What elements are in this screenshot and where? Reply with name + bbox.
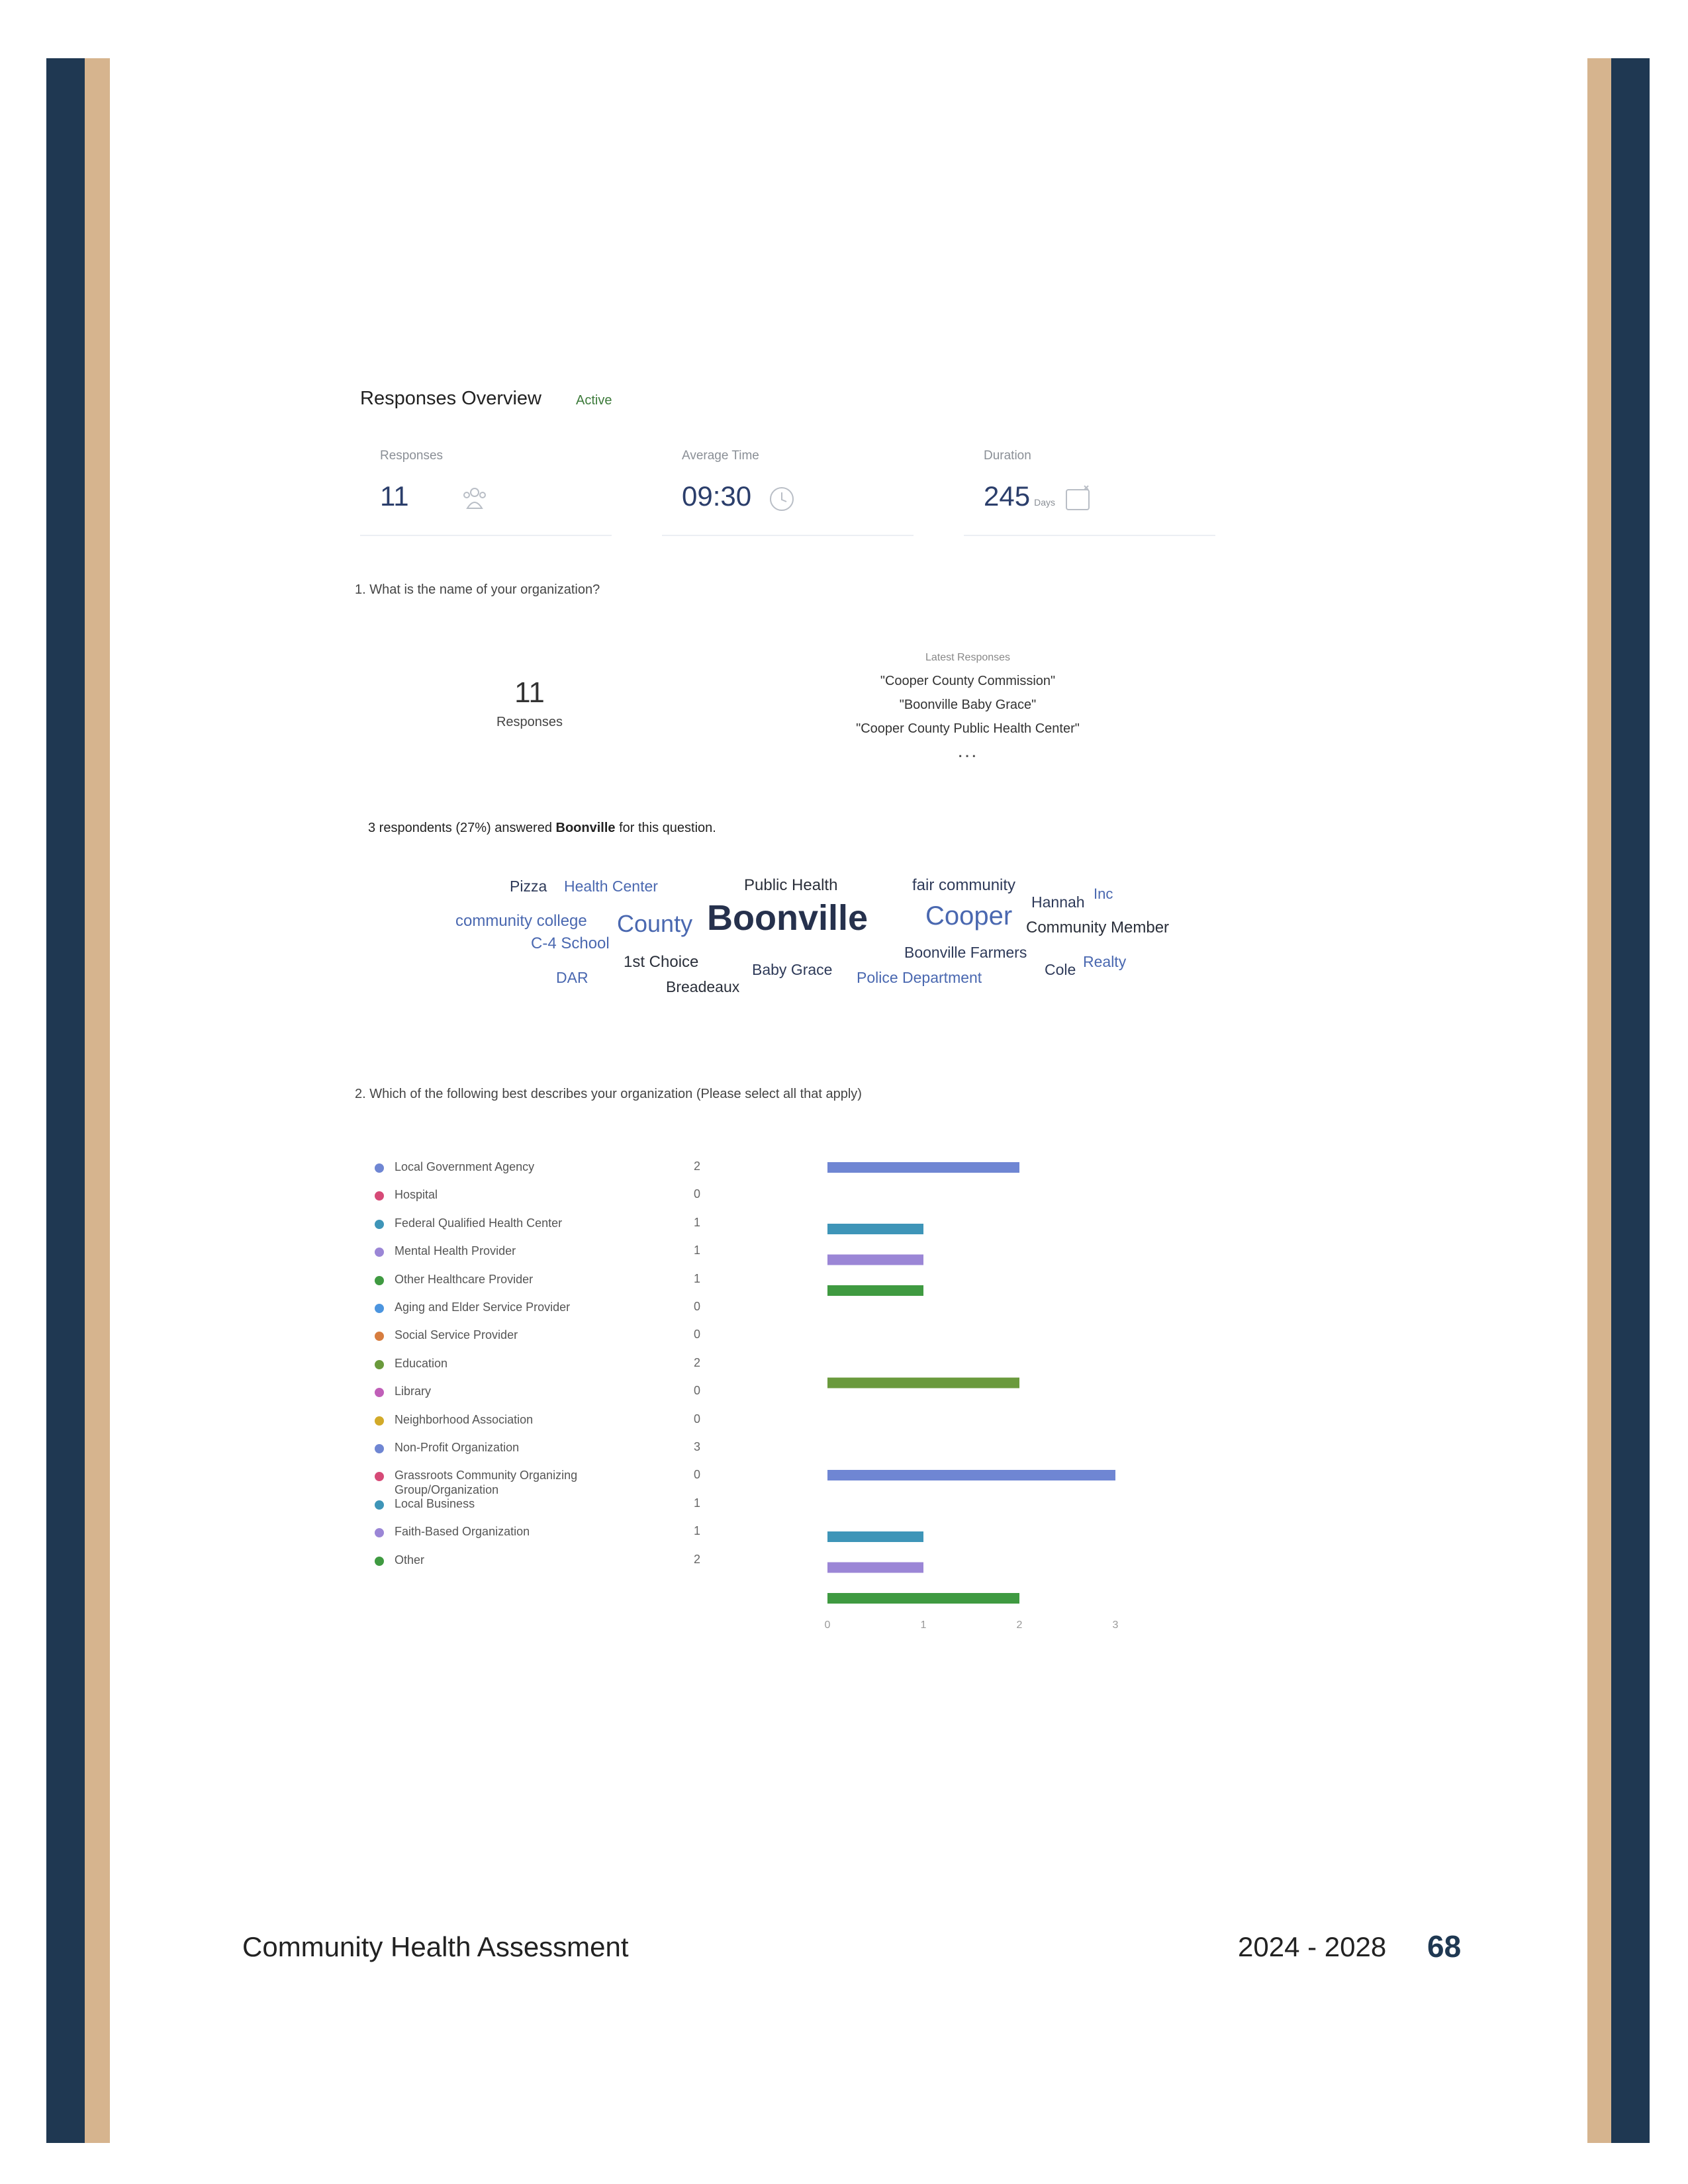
footer-years: 2024 - 2028 xyxy=(1238,1931,1387,1962)
bar xyxy=(827,1162,1019,1173)
legend-label: Mental Health Provider xyxy=(395,1244,516,1258)
metric-card-duration xyxy=(964,443,1215,536)
metric-label: Average Time xyxy=(682,449,759,463)
legend-label: Education xyxy=(395,1356,448,1370)
legend-count: 0 xyxy=(694,1384,701,1398)
metric-label: Duration xyxy=(984,449,1031,463)
summary-keyword: Boonville xyxy=(555,821,616,835)
legend-count: 0 xyxy=(694,1328,701,1342)
metric-number: 245 xyxy=(984,480,1031,512)
summary-suffix: for this question. xyxy=(615,821,716,835)
legend-count: 0 xyxy=(694,1300,701,1313)
question-1-summary xyxy=(368,821,716,836)
latest-response-item: "Cooper County Public Health Center" xyxy=(856,721,1080,736)
latest-response-item: "Cooper County Commission" xyxy=(880,674,1056,688)
word-cloud-word: Breadeaux xyxy=(666,978,740,995)
right-navy-stripe xyxy=(1611,58,1650,2143)
legend-count: 2 xyxy=(694,1355,701,1369)
legend-label: Local Government Agency xyxy=(395,1160,535,1173)
legend-count: 0 xyxy=(694,1187,701,1201)
metric-number: 09:30 xyxy=(682,480,752,512)
legend-label: Hospital xyxy=(395,1188,438,1202)
status-badge: Active xyxy=(576,393,612,408)
legend-label: Federal Qualified Health Center xyxy=(395,1216,563,1230)
calendar-icon xyxy=(1063,483,1094,514)
legend-count: 0 xyxy=(694,1412,701,1426)
word-cloud-word: Police Department xyxy=(857,969,982,986)
x-tick-label: 1 xyxy=(920,1619,927,1631)
word-cloud-word: Hannah xyxy=(1031,893,1085,911)
word-cloud-word: Pizza xyxy=(510,878,547,895)
legend-count: 1 xyxy=(694,1496,701,1510)
legend-dot xyxy=(375,1163,384,1173)
legend-label: Other Healthcare Provider xyxy=(395,1272,534,1286)
responses-overview-title: Responses Overview xyxy=(360,388,541,409)
legend-count: 1 xyxy=(694,1215,701,1229)
legend-dot xyxy=(375,1444,384,1453)
legend-label: Faith-Based Organization xyxy=(395,1525,530,1539)
legend-dot xyxy=(375,1557,384,1566)
page-number: 68 xyxy=(1427,1929,1462,1964)
question-2-title: 2. Which of the following best describes your organization (Please select all that apply) xyxy=(355,1087,862,1101)
legend-label: Grassroots Community Organizing Group/Organization xyxy=(395,1469,578,1497)
word-cloud-word: Inc xyxy=(1094,886,1113,902)
word-cloud-word: DAR xyxy=(556,969,588,986)
footer-title: Community Health Assessment xyxy=(242,1931,629,1962)
legend-label: Neighborhood Association xyxy=(395,1412,534,1426)
clock-icon xyxy=(767,483,797,514)
legend-count: 0 xyxy=(694,1468,701,1482)
legend-count: 1 xyxy=(694,1244,701,1257)
summary-prefix: 3 respondents (27%) answered xyxy=(368,821,556,835)
legend-dot xyxy=(375,1220,384,1229)
metric-value xyxy=(380,480,409,512)
legend-count: 3 xyxy=(694,1440,701,1453)
metric-card-average-time xyxy=(662,443,914,536)
bar xyxy=(827,1378,1019,1388)
metric-card-responses xyxy=(360,443,612,536)
legend-dot xyxy=(375,1472,384,1481)
bar xyxy=(827,1224,923,1234)
word-cloud-word: Cooper xyxy=(925,901,1013,931)
legend-dot xyxy=(375,1416,384,1426)
bar xyxy=(827,1563,923,1573)
legend-count: 1 xyxy=(694,1524,701,1538)
bar xyxy=(827,1593,1019,1604)
metric-unit: Days xyxy=(1034,497,1055,508)
more-responses-ellipsis: ... xyxy=(957,740,978,762)
word-cloud-word: C-4 School xyxy=(531,934,610,952)
right-tan-stripe xyxy=(1587,58,1611,2143)
metric-value xyxy=(682,480,751,512)
metric-number: 11 xyxy=(380,480,409,512)
legend-dot xyxy=(375,1191,384,1201)
legend-count: 1 xyxy=(694,1271,701,1285)
metric-label: Responses xyxy=(380,449,444,463)
legend-dot xyxy=(375,1276,384,1285)
legend-count: 2 xyxy=(694,1552,701,1566)
word-cloud-word: Boonville xyxy=(707,898,868,938)
question-1-title: 1. What is the name of your organization? xyxy=(355,582,600,597)
legend-count: 2 xyxy=(694,1160,701,1173)
bar xyxy=(827,1255,923,1265)
response-count-label: Responses xyxy=(496,715,563,729)
legend-label: Local Business xyxy=(395,1496,475,1510)
legend-dot xyxy=(375,1360,384,1369)
bar xyxy=(827,1531,923,1542)
legend-dot xyxy=(375,1388,384,1397)
left-tan-stripe xyxy=(85,58,110,2143)
latest-responses-header: Latest Responses xyxy=(925,652,1011,663)
word-cloud-word: County xyxy=(617,910,693,937)
x-tick-label: 0 xyxy=(824,1619,831,1631)
legend-dot xyxy=(375,1332,384,1341)
legend-dot xyxy=(375,1304,384,1313)
legend-label: Non-Profit Organization xyxy=(395,1441,520,1454)
word-cloud-word: fair community xyxy=(912,876,1016,894)
bar xyxy=(827,1470,1115,1480)
word-cloud-word: community college xyxy=(455,912,587,930)
word-cloud-word: Community Member xyxy=(1026,919,1170,936)
x-tick-label: 2 xyxy=(1016,1619,1023,1631)
word-cloud-word: Baby Grace xyxy=(752,961,833,978)
latest-response-item: "Boonville Baby Grace" xyxy=(899,698,1037,712)
legend-label: Library xyxy=(395,1385,432,1398)
bar-chart xyxy=(814,1152,1185,1641)
response-count-value: 11 xyxy=(514,676,545,709)
word-cloud-word: Cole xyxy=(1045,961,1076,978)
legend-dot xyxy=(375,1528,384,1537)
word-cloud-word: Public Health xyxy=(744,876,838,894)
legend-label: Aging and Elder Service Provider xyxy=(395,1300,571,1314)
legend-label: Other xyxy=(395,1553,425,1567)
legend-label: Social Service Provider xyxy=(395,1328,518,1342)
legend-dot xyxy=(375,1500,384,1510)
x-tick-label: 3 xyxy=(1112,1619,1119,1631)
metric-value xyxy=(984,480,1055,512)
word-cloud-word: 1st Choice xyxy=(624,953,699,971)
legend-dot xyxy=(375,1248,384,1257)
bar xyxy=(827,1285,923,1296)
people-icon xyxy=(459,483,490,514)
word-cloud-word: Realty xyxy=(1083,953,1127,970)
word-cloud-word: Health Center xyxy=(564,878,658,895)
word-cloud-word: Boonville Farmers xyxy=(904,944,1027,961)
left-navy-stripe xyxy=(46,58,85,2143)
